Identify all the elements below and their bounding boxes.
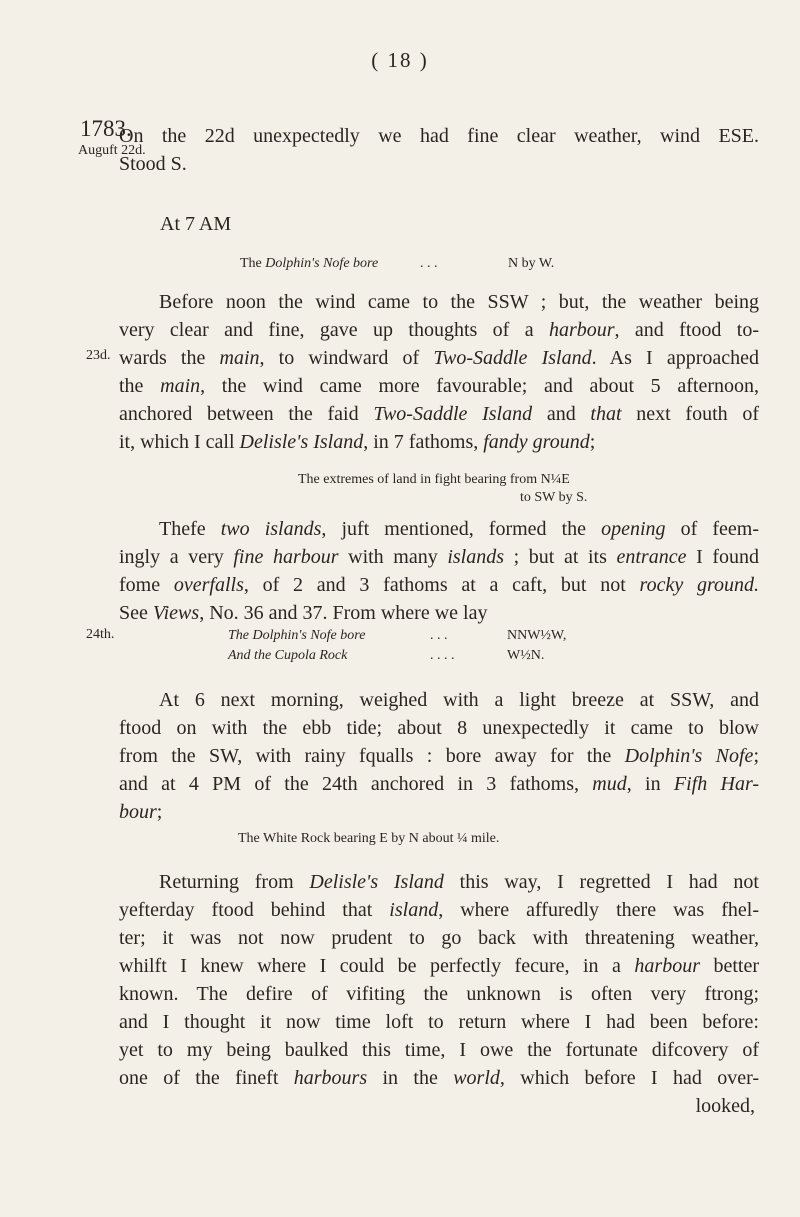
text-line: wards the main, to windward of Two-Saddle Island. As I approached: [119, 347, 759, 369]
bearing-value: W½N.: [507, 648, 545, 663]
extremes-line1: The extremes of land in fight bearing from N¼E: [298, 472, 570, 487]
bearing-label: The Dolphin's Nofe bore: [240, 256, 379, 271]
paragraph-22d: [119, 122, 759, 178]
text-line: On the 22d unexpectedly we had fine clear weather, wind ESE.: [119, 125, 759, 147]
text-line: whilft I knew where I could be perfectly fecure, in a harbour better: [119, 955, 759, 977]
text-line: Stood S.: [119, 153, 187, 175]
bearing-value: N by W.: [508, 256, 555, 271]
time-heading: At 7 AM: [160, 213, 232, 235]
text-line: it, which I call Delisle's Island, in 7 fathoms, fandy ground;: [119, 431, 596, 453]
bearing-dots: . . .: [420, 256, 438, 271]
text-line: yefterday ftood behind that island, where affuredly there was fhel-: [119, 899, 759, 921]
text-line: yet to my being baulked this time, I owe the fortunate difcovery of: [119, 1039, 759, 1061]
text-line: ter; it was not now prudent to go back with threatening weather,: [119, 927, 759, 949]
paragraph-returning: [119, 868, 759, 1120]
text-line: one of the fineft harbours in the world, which before I had over-: [119, 1067, 759, 1089]
text-line: and I thought it now time loft to return where I had been before:: [119, 1011, 759, 1033]
margin-date-23: 23d.: [86, 348, 111, 363]
bearing-name: And the Cupola Rock: [228, 648, 348, 663]
bearing-value: NNW½W,: [507, 628, 567, 643]
text-line: bour;: [119, 801, 163, 823]
bearing-dots: . . .: [430, 628, 448, 643]
bearing-name: [240, 256, 378, 272]
text-line: Thefe two islands, juft mentioned, formed the opening of feem-: [159, 518, 759, 540]
text-line: from the SW, with rainy fqualls : bore away for the Dolphin's Nofe;: [119, 745, 759, 767]
paragraph-next-morning: [119, 686, 759, 826]
paragraph-islands: [119, 515, 759, 627]
text-line: known. The defire of vifiting the unknown is often very ftrong;: [119, 983, 759, 1005]
text-line: ftood on with the ebb tide; about 8 unexpectedly it came to blow: [119, 717, 759, 739]
text-line: Before noon the wind came to the SSW ; but, the weather being: [159, 291, 759, 313]
bearing-name: The Dolphin's Nofe bore: [228, 628, 366, 643]
margin-date-22: Auguft 22d.: [78, 143, 146, 158]
text-line: anchored between the faid Two-Saddle Island and that next fouth of: [119, 403, 759, 425]
text-line: very clear and fine, gave up thoughts of a harbour, and ftood to-: [119, 319, 759, 341]
text-line: and at 4 PM of the 24th anchored in 3 fathoms, mud, in Fifh Har-: [119, 773, 759, 795]
page-number: ( 18 ): [371, 48, 429, 72]
text-line: fome overfalls, of 2 and 3 fathoms at a caft, but not rocky ground.: [119, 574, 759, 596]
paragraph-noon: [119, 288, 759, 456]
white-rock-bearing: The White Rock bearing E by N about ¼ mile.: [238, 831, 500, 846]
bearing-dots: . . . .: [430, 648, 455, 663]
text-line: the main, the wind came more favourable; and about 5 afternoon,: [119, 375, 759, 397]
text-line: Returning from Delisle's Island this way, I regretted I had not: [159, 871, 759, 893]
text-line: ingly a very fine harbour with many islands ; but at its entrance I found: [119, 546, 759, 568]
extremes-line2: to SW by S.: [520, 490, 588, 505]
text-line catchword: looked,: [695, 1095, 755, 1117]
text-line: At 6 next morning, weighed with a light breeze at SSW, and: [159, 689, 759, 711]
margin-date-24: 24th.: [86, 627, 115, 642]
text-line: See Views, No. 36 and 37. From where we lay: [119, 602, 488, 624]
margin-year: 1783.: [80, 116, 132, 141]
